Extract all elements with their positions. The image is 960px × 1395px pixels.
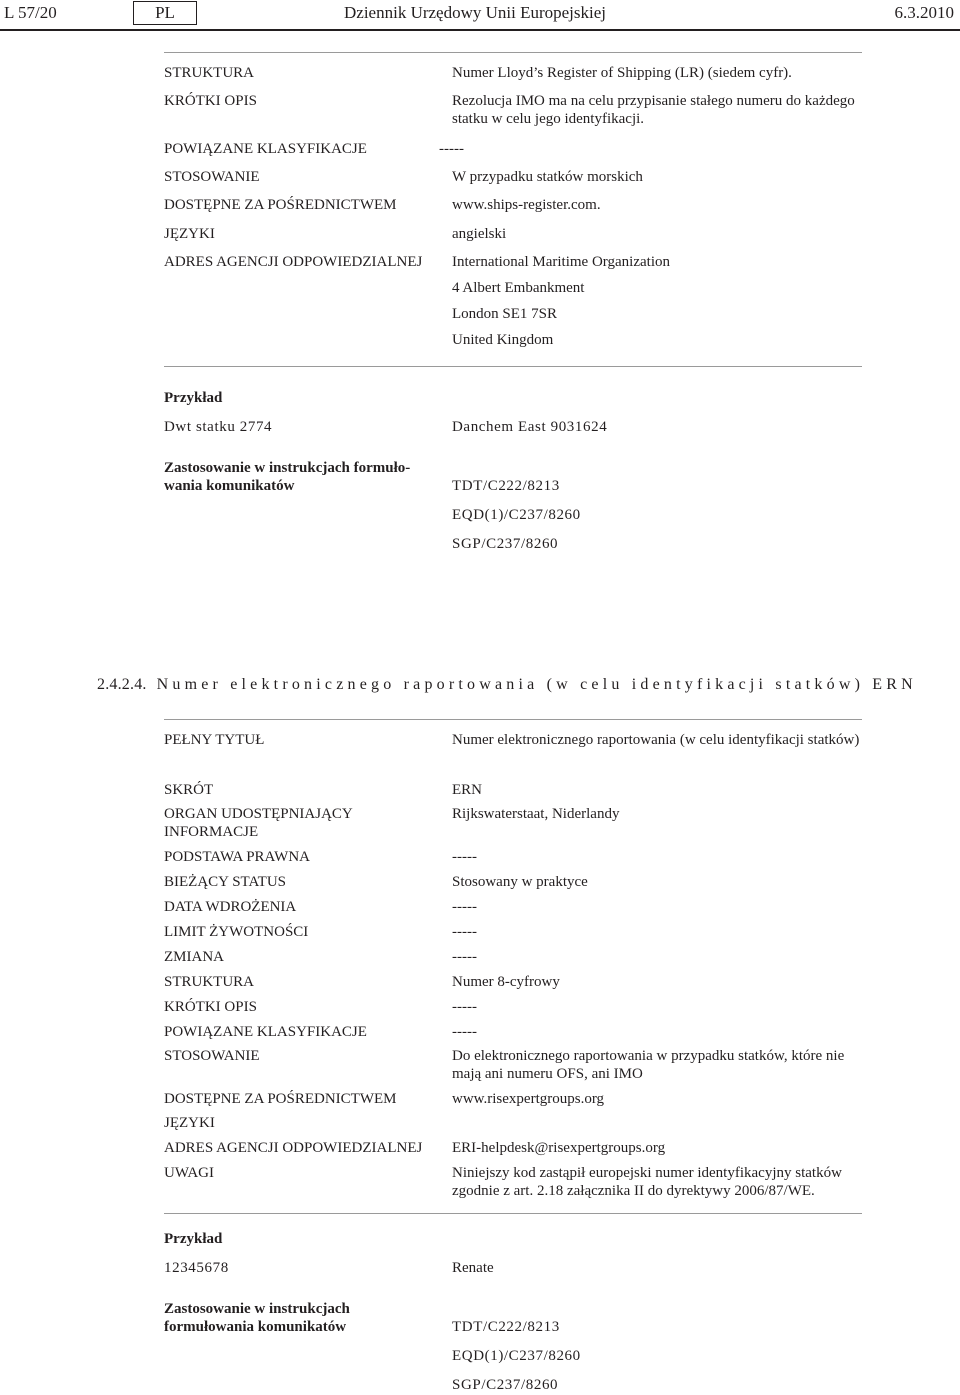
table-top-rule-row — [164, 719, 862, 721]
message-code: TDT/C222/8213 — [452, 478, 560, 494]
section-number: 2.4.2.4. — [97, 676, 147, 693]
page-header — [0, 0, 960, 28]
table-row — [164, 805, 862, 848]
table-row — [164, 1114, 862, 1139]
page-reference: L 57/20 — [4, 3, 57, 22]
table-row — [164, 64, 862, 92]
message-code: EQD(1)/C237/8260 — [452, 1348, 581, 1364]
table-row — [164, 973, 862, 998]
example-value: Renate — [452, 1260, 494, 1276]
example-label: 12345678 — [164, 1260, 229, 1276]
row-value: Do elektronicznego raportowania w przypadku statków, które nie mają ani numeru OFS, ani IMO — [452, 1048, 845, 1082]
table-row — [164, 1047, 862, 1090]
row-label: DOSTĘPNE ZA POŚREDNICTWEM — [164, 1091, 397, 1107]
row-value: Numer Lloyd’s Register of Shipping (LR) (siedem cyfr). — [452, 65, 792, 81]
row-label: BIEŻĄCY STATUS — [164, 874, 286, 890]
row-value: www.risexpertgroups.org — [452, 1091, 605, 1107]
row-label: STRUKTURA — [164, 974, 255, 990]
address-line: International Maritime Organization — [452, 254, 670, 270]
usage-heading-line: Zastosowanie w instrukcjach formuło- — [164, 460, 411, 476]
row-label: JĘZYKI — [164, 1115, 215, 1131]
row-value: ----- — [452, 949, 477, 965]
address-line: 4 Albert Embankment — [452, 280, 585, 296]
table-row — [164, 923, 862, 948]
row-label: KRÓTKI OPIS — [164, 999, 257, 1015]
address-line: United Kingdom — [452, 332, 554, 348]
table-row — [164, 1023, 862, 1047]
table-top-rule — [164, 52, 862, 53]
language-box: PL — [133, 1, 197, 25]
row-value: ERI-helpdesk@risexpertgroups.org — [452, 1140, 666, 1156]
message-code: EQD(1)/C237/8260 — [452, 507, 581, 523]
table-row — [164, 225, 862, 253]
row-value: ----- — [452, 1024, 477, 1040]
row-value: W przypadku statków morskich — [452, 169, 643, 185]
row-value: ----- — [452, 849, 477, 865]
message-code: SGP/C237/8260 — [452, 1377, 559, 1393]
row-label: STOSOWANIE — [164, 1048, 260, 1064]
row-label: SKRÓT — [164, 782, 214, 798]
usage-heading-line: wania komunikatów — [164, 478, 295, 494]
table-row — [164, 253, 862, 367]
row-value: Numer elektronicznego raportowania (w celu identyfikacji statków) — [452, 732, 860, 748]
table-row — [164, 1164, 862, 1214]
usage-heading-line: formułowania komunikatów — [164, 1319, 347, 1335]
row-label: ZMIANA — [164, 949, 224, 965]
section-heading — [97, 676, 917, 694]
row-label: LIMIT ŻYWOTNOŚCI — [164, 924, 309, 940]
table-row — [164, 1090, 862, 1114]
example-heading: Przykład — [164, 1231, 223, 1247]
table-row — [164, 731, 862, 781]
message-code: SGP/C237/8260 — [452, 536, 559, 552]
example-label: Dwt statku 2774 — [164, 419, 273, 435]
row-value: ERN — [452, 782, 482, 798]
row-value: ----- — [439, 141, 464, 157]
row-label: POWIĄZANE KLASYFIKACJE — [164, 141, 367, 157]
row-label: DOSTĘPNE ZA POŚREDNICTWEM — [164, 197, 397, 213]
table-row — [164, 168, 862, 196]
table-row — [164, 948, 862, 973]
example-heading: Przykład — [164, 390, 223, 406]
table-row — [164, 848, 862, 873]
row-label: UWAGI — [164, 1165, 214, 1181]
table-row — [164, 998, 862, 1023]
row-value: ----- — [452, 999, 477, 1015]
address-line: London SE1 7SR — [452, 306, 558, 322]
row-label: PEŁNY TYTUŁ — [164, 732, 265, 748]
row-value: Numer 8-cyfrowy — [452, 974, 560, 990]
row-label: JĘZYKI — [164, 226, 215, 242]
table-row — [164, 898, 862, 923]
row-value: Rijkswaterstaat, Niderlandy — [452, 806, 620, 822]
row-value: ----- — [452, 899, 477, 915]
table-row — [164, 196, 862, 225]
example-value: Danchem East 9031624 — [452, 419, 608, 435]
journal-title: Dziennik Urzędowy Unii Europejskiej — [344, 3, 607, 22]
row-label: POWIĄZANE KLASYFIKACJE — [164, 1024, 367, 1040]
table-row — [164, 873, 862, 898]
table-bottom-rule — [164, 1213, 862, 1214]
row-label: DATA WDROŻENIA — [164, 899, 297, 915]
row-label: ORGAN UDOSTĘPNIAJĄCY INFORMACJE — [164, 806, 353, 840]
usage-heading-line: Zastosowanie w instrukcjach — [164, 1301, 350, 1317]
row-value: Niniejszy kod zastąpił europejski numer identyfikacyjny statków zgodnie z art. 2.18 załącznika II do dyrektywy 2006/87/WE. — [452, 1165, 842, 1199]
row-label: STOSOWANIE — [164, 169, 260, 185]
row-label: ADRES AGENCJI ODPOWIEDZIALNEJ — [164, 254, 423, 270]
row-label: PODSTAWA PRAWNA — [164, 849, 310, 865]
table-top-rule-row — [164, 52, 862, 54]
table-row — [164, 140, 862, 168]
identifier-table-2 — [164, 719, 862, 1214]
row-value: ----- — [452, 924, 477, 940]
row-value: Rezolucja IMO ma na celu przypisanie stałego numeru do każdego statku w celu jego identyfikacji. — [452, 93, 855, 127]
header-rule — [0, 29, 960, 31]
publication-date: 6.3.2010 — [894, 3, 954, 22]
table-row — [164, 781, 862, 805]
section-title: Numer elektronicznego raportowania (w celu identyfikacji statków) ERN — [156, 676, 917, 693]
table-bottom-rule — [164, 366, 862, 367]
table-row — [164, 1139, 862, 1164]
table-top-rule — [164, 719, 862, 720]
row-value: Stosowany w praktyce — [452, 874, 588, 890]
table-row — [164, 92, 862, 140]
row-label: STRUKTURA — [164, 65, 255, 81]
row-value: www.ships-register.com. — [452, 197, 601, 213]
row-label: ADRES AGENCJI ODPOWIEDZIALNEJ — [164, 1140, 423, 1156]
row-label: KRÓTKI OPIS — [164, 93, 257, 109]
identifier-table-1 — [164, 52, 862, 367]
row-value: angielski — [452, 226, 507, 242]
message-code: TDT/C222/8213 — [452, 1319, 560, 1335]
